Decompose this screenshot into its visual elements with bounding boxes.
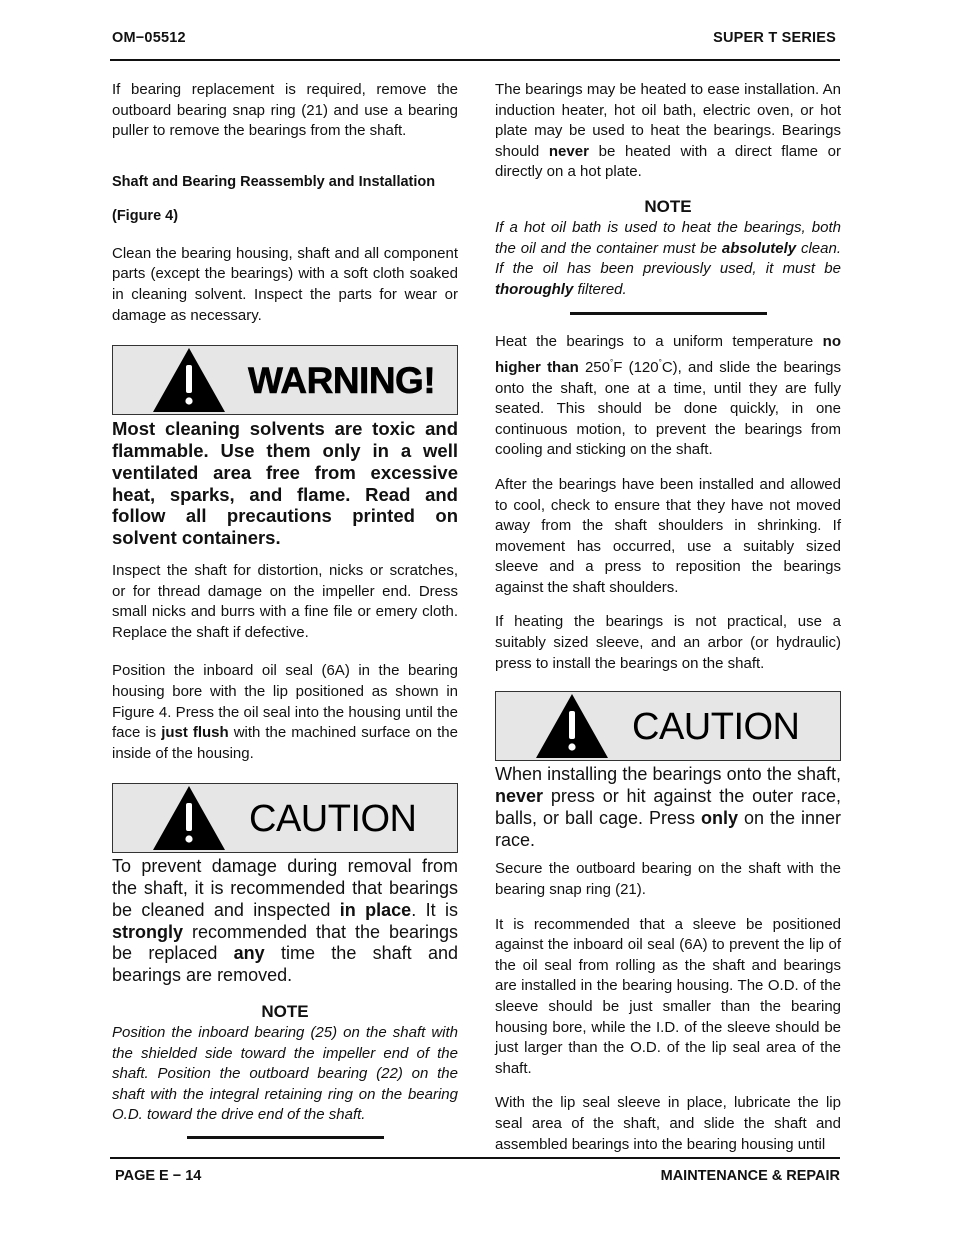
- section-title: MAINTENANCE & REPAIR: [660, 1168, 840, 1184]
- warning-banner: [112, 345, 458, 415]
- caution-label: CAUTION: [249, 798, 417, 841]
- paragraph-heating-methods: The bearings may be heated to ease installation. An induction heater, hot oil bath, electric oven, or hot plate may be used to heat the bearings. Bearings should never be heated with a direct flame or directly on a hot plate.: [495, 81, 841, 181]
- left-column: [112, 80, 458, 1139]
- warning-label: WARNING!: [248, 360, 436, 402]
- caution-label: CAUTION: [632, 706, 800, 749]
- paragraph-clean-parts: Clean the bearing housing, shaft and all component parts (except the bearings) with a soft cloth soaked in cleaning solvent. Inspect the parts for wear or damage as necessary.: [112, 244, 458, 324]
- section-heading: Shaft and Bearing Reassembly and Installation: [112, 173, 436, 190]
- paragraph-inspect-shaft: Inspect the shaft for distortion, nicks or scratches, or for thread damage on the impeller end. Dress small nicks and burrs with a fine file or emery cloth. Replace the shaft if defective.: [112, 561, 458, 641]
- caution-banner: [495, 691, 841, 761]
- note-title: NOTE: [644, 196, 692, 216]
- paragraph-lubricate: With the lip seal sleeve in place, lubricate the lip seal area of the shaft, and slide the shaft and assembled bearings into the bearing housing until: [495, 1094, 841, 1153]
- note-end-rule: [570, 312, 767, 315]
- caution-triangle-icon: [536, 694, 608, 758]
- paragraph-sleeve: It is recommended that a sleeve be positioned against the inboard oil seal (6A) to prevent the lip of the oil seal from rolling as the shaft and bearings are installed in the bearing housing. The O.D. of the sleeve should be just smaller than the bearing housing bore, while the I.D. of the sleeve should be just larger than the O.D. of the lip seal area of the shaft.: [495, 915, 841, 1077]
- note-title: NOTE: [261, 1002, 309, 1022]
- warning-triangle-icon: [153, 348, 225, 412]
- caution-banner: [112, 783, 458, 853]
- figure-reference: (Figure 4): [112, 207, 179, 224]
- paragraph-check-movement: After the bearings have been installed and allowed to cool, check to ensure that they have not moved away from the shaft shoulders in shrinking. If movement has occurred, use a suitably sized sleeve and a press to reposition the bearings against the shaft shoulders.: [495, 475, 841, 596]
- footer-rule: [110, 1157, 840, 1159]
- caution-triangle-icon: [153, 786, 225, 850]
- right-column: [495, 80, 841, 1155]
- header-rule: [110, 59, 840, 61]
- caution-text: To prevent damage during removal from the shaft, it is recommended that bearings be cleaned and inspected in place. It is strongly recommended that the bearings be replaced any time the shaft and bearings are removed.: [112, 856, 459, 986]
- note-text: Position the inboard bearing (25) on the shaft with the shielded side toward the impeller end of the shaft. Position the outboard bearing (22) on the shaft with the integral retaining ring on the bearing O.D. toward the drive end of the shaft.: [112, 1024, 458, 1124]
- doc-number: OM−05512: [112, 30, 186, 46]
- paragraph-snap-ring: Secure the outboard bearing on the shaft with the bearing snap ring (21).: [495, 860, 841, 899]
- page-number: PAGE E − 14: [115, 1168, 202, 1184]
- note-end-rule: [187, 1136, 384, 1139]
- series-title: SUPER T SERIES: [713, 30, 836, 46]
- paragraph-oil-seal: Position the inboard oil seal (6A) in the bearing housing bore with the lip positioned as shown in Figure 4. Press the oil seal into the housing until the face is just flush with the machined surface on the inside of the housing.: [112, 662, 458, 762]
- note-text: If a hot oil bath is used to heat the bearings, both the oil and the container must be absolutely clean. If the oil has been previously used, it must be thoroughly filtered.: [495, 218, 841, 298]
- paragraph-bearing-removal: If bearing replacement is required, remove the outboard bearing snap ring (21) and use a bearing puller to remove the bearings from the shaft.: [112, 81, 458, 140]
- caution-text: When installing the bearings onto the shaft, never press or hit against the outer race, balls, or ball cage. Press only on the inner race.: [495, 764, 842, 850]
- warning-text: Most cleaning solvents are toxic and flammable. Use them only in a well ventilated area free from excessive heat, sparks, and flame. Read and follow all precautions printed on solvent containers.: [112, 418, 458, 549]
- paragraph-heat-temperature: Heat the bearings to a uniform temperature no higher than 250°F (120°C), and slide the bearings onto the shaft, one at a time, until they are fully seated. This should be done quickly, in one continuous motion, to prevent the bearings from cooling and sticking on the shaft.: [495, 333, 842, 459]
- paragraph-press-install: If heating the bearings is not practical, use a suitably sized sleeve, and an arbor (or hydraulic) press to install the bearings on the shaft.: [495, 613, 841, 672]
